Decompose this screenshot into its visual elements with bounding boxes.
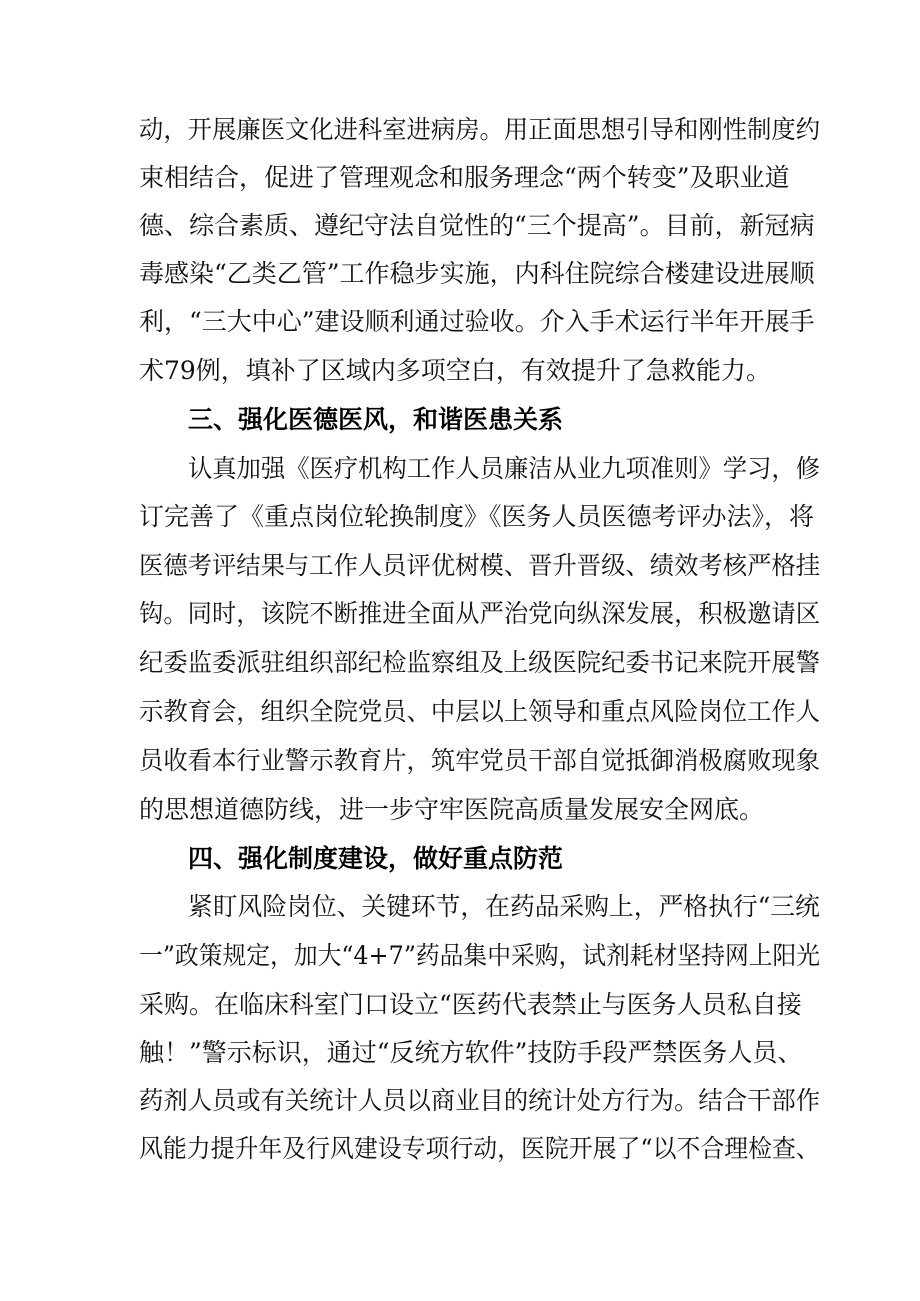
paragraph-line: 风能力提升年及行风建设专项行动，医院开展了“以不合理检查、 [139,1134,820,1163]
paragraph-line: 术79例，填补了区域内多项空白，有效提升了急救能力。 [139,356,771,385]
paragraph-line: 订完善了《重点岗位轮换制度》《医务人员医德考评办法》，将 [139,502,815,531]
section-heading-4: 四、强化制度建设，做好重点防范 [188,844,564,873]
paragraph-line: 的思想道德防线，进一步守牢医院高质量发展安全网底。 [139,795,765,824]
paragraph-line: 利，“三大中心”建设顺利通过验收。介入手术运行半年开展手 [139,307,815,336]
paragraph-line: 采购。在临床科室门口设立“医药代表禁止与医务人员私自接 [139,990,802,1019]
paragraph-line: 德、综合素质、遵纪守法自觉性的“三个提高”。目前，新冠病 [139,211,815,240]
paragraph-line: 医德考评结果与工作人员评优树模、晋升晋级、绩效考核严格挂 [139,551,821,580]
paragraph-line: 药剂人员或有关统计人员以商业目的统计处方行为。结合干部作 [139,1086,821,1115]
paragraph-line: 示教育会，组织全院党员、中层以上领导和重点风险岗位工作人 [139,697,821,726]
paragraph-line: 动，开展廉医文化进科室进病房。用正面思想引导和刚性制度约 [139,115,821,144]
paragraph-line: 钩。同时，该院不断推进全面从严治党向纵深发展，积极邀请区 [139,599,821,628]
paragraph-line: 束相结合，促进了管理观念和服务理念“两个转变”及职业道 [139,163,790,192]
section-heading-3: 三、强化医德医风，和谐医患关系 [188,405,564,434]
paragraph-line: 员收看本行业警示教育片，筑牢党员干部自觉抵御消极腐败现象 [139,746,821,775]
paragraph-line: 触！”警示标识，通过“反统方软件”技防手段严禁医务人员、 [139,1038,803,1067]
paragraph-line: 纪委监委派驻组织部纪检监察组及上级医院纪委书记来院开展警 [139,648,821,677]
paragraph-line: 一”政策规定，加大“4+7”药品集中采购，试剂耗材坚持网上阳光 [139,941,821,970]
paragraph-line: 紧盯风险岗位、关键环节，在药品采购上，严格执行“三统 [188,892,820,921]
paragraph-line: 毒感染“乙类乙管”工作稳步实施，内科住院综合楼建设进展顺 [139,259,815,288]
paragraph-line: 认真加强《医疗机构工作人员廉洁从业九项准则》学习，修 [188,454,821,483]
